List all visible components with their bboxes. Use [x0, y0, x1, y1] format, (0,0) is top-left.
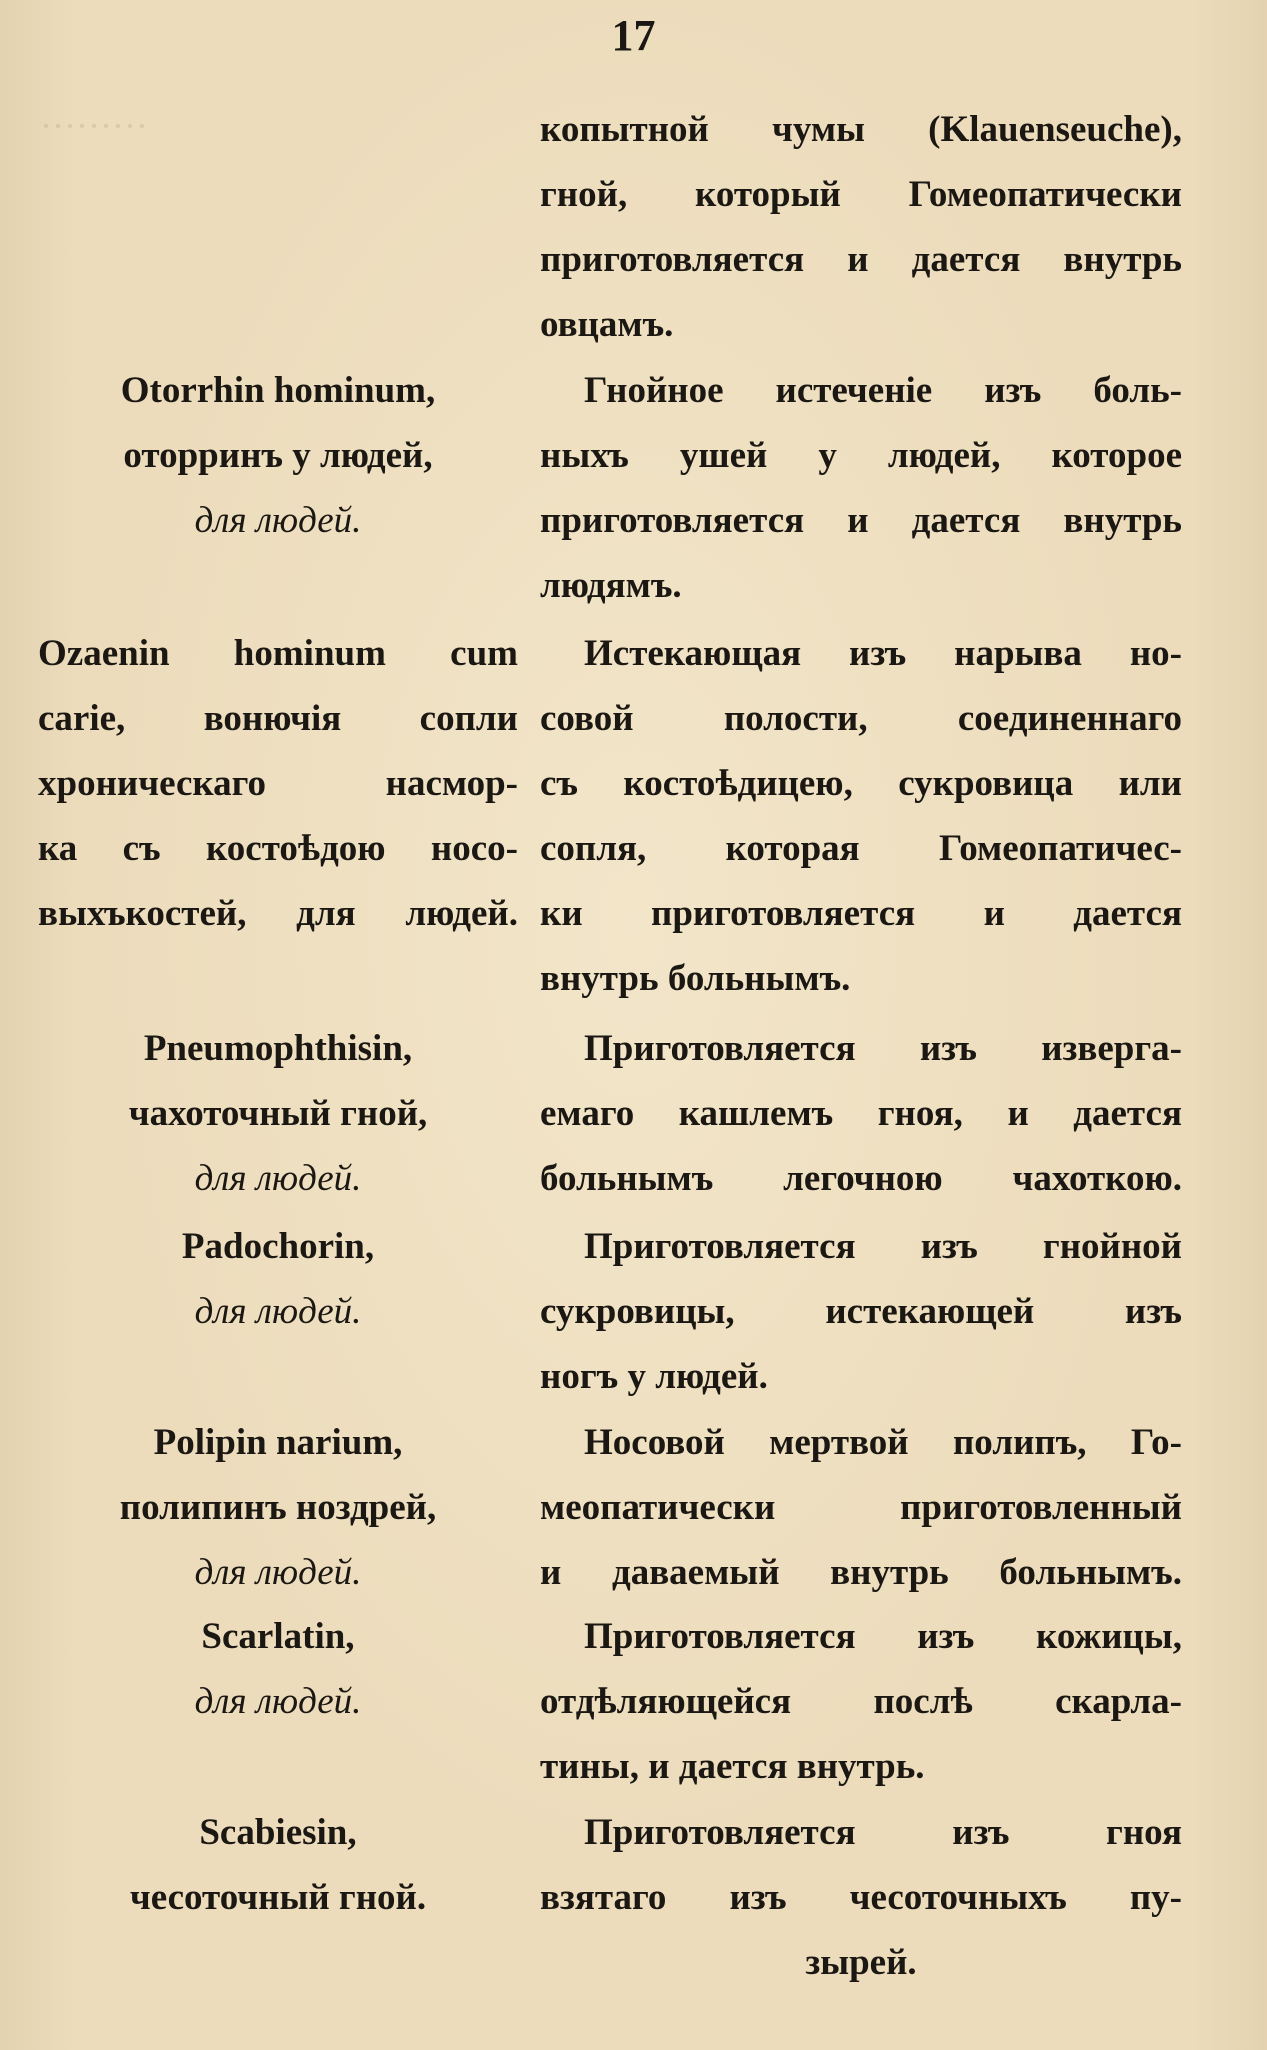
entry-description-scabiesin — [540, 1800, 1182, 1995]
description-line: тины, и дается внутрь. — [540, 1746, 925, 1787]
entry-name-latin: Padochorin, — [181, 1226, 375, 1267]
entry-name-use: для людей. — [194, 500, 362, 541]
entry-name-pneumophthisin — [38, 1016, 518, 1211]
description-line: Гнойное истеченіе изъ боль- — [584, 370, 1182, 411]
description-line: копытной чумы (Klauenseuche), — [540, 109, 1182, 150]
entry-name-russian: чахоточный гной, — [128, 1093, 428, 1134]
entry-name-scabiesin — [38, 1800, 518, 1930]
entry-name-russian: полипинъ ноздрей, — [119, 1487, 437, 1528]
page-number: 17 — [611, 11, 656, 60]
entry-name-use: для людей. — [194, 1291, 362, 1332]
entry-name-russian-cont: ка съ костоѣдою носо- — [38, 828, 518, 869]
description-line: меопатически приготовленный — [540, 1487, 1182, 1528]
description-line: Носовой мертвой полипъ, Го- — [584, 1422, 1182, 1463]
entry-description-pneumophthisin — [540, 1016, 1182, 1211]
entry-name-latin: Scarlatin, — [201, 1616, 355, 1657]
entry-description-polipin — [540, 1410, 1182, 1605]
description-line: приготовляется и дается внутрь — [540, 500, 1182, 541]
entry-description-otorrhin — [540, 358, 1182, 618]
entry-name-russian: хроническаго насмор- — [38, 763, 518, 804]
entry-name-latin: Scabiesin, — [199, 1812, 357, 1853]
description-line: овцамъ. — [540, 304, 674, 345]
description-line: ки приготовляется и дается — [540, 893, 1182, 934]
entry-name-use: для людей. — [194, 1158, 362, 1199]
entry-description-scarlatin — [540, 1604, 1182, 1799]
entry-name-scarlatin — [38, 1604, 518, 1734]
entry-name-latin: Ozaenin hominum cum — [38, 633, 518, 674]
bleed-through-text: ········· — [40, 106, 148, 146]
description-line: ногъ у людей. — [540, 1356, 768, 1397]
entry-name-latin: Pneumophthisin, — [143, 1028, 413, 1069]
entry-description-padochorin — [540, 1214, 1182, 1409]
entry-name-russian: чесоточный гной. — [129, 1877, 427, 1918]
description-line: гной, который Гомеопатически — [540, 174, 1182, 215]
description-line: взятаго изъ чесоточныхъ пу- — [540, 1877, 1182, 1918]
entry-description-continuation — [540, 97, 1182, 357]
description-line: сопля, которая Гомеопатичес- — [540, 828, 1182, 869]
description-line: приготовляется и дается внутрь — [540, 239, 1182, 280]
description-line: Приготовляется изъ гноя — [584, 1812, 1182, 1853]
description-line: отдѣляющейся послѣ скарла- — [540, 1681, 1182, 1722]
description-line: Приготовляется изъ гнойной — [584, 1226, 1182, 1267]
entry-name-use: для людей. — [194, 1681, 362, 1722]
description-line: ныхъ ушей у людей, которое — [540, 435, 1182, 476]
entry-name-latin: Polipin narium, — [153, 1422, 403, 1463]
description-line: внутрь больнымъ. — [540, 958, 851, 999]
entry-name-latin: Otorrhin hominum, — [120, 370, 436, 411]
description-line: больнымъ легочною чахоткою. — [540, 1158, 1182, 1199]
description-line: сукровицы, истекающей изъ — [540, 1291, 1182, 1332]
description-line: людямъ. — [540, 565, 682, 606]
entry-name-padochorin — [38, 1214, 518, 1344]
entry-name-polipin — [38, 1410, 518, 1605]
description-line: Истекающая изъ нарыва но- — [584, 633, 1182, 674]
description-line: емаго кашлемъ гноя, и дается — [540, 1093, 1182, 1134]
description-line: Приготовляется изъ изверга- — [584, 1028, 1182, 1069]
entry-name-ozaenin — [38, 621, 518, 946]
entry-name-use: для людей. — [194, 1552, 362, 1593]
description-line: зырей. — [805, 1942, 917, 1983]
entry-description-ozaenin — [540, 621, 1182, 1011]
description-line: съ костоѣдицею, сукровица или — [540, 763, 1182, 804]
entry-name-russian-end: выхъкостей, для людей. — [38, 893, 518, 934]
description-line: и даваемый внутрь больнымъ. — [540, 1552, 1182, 1593]
entry-name-russian: оторринъ у людей, — [123, 435, 433, 476]
description-line: Приготовляется изъ кожицы, — [584, 1616, 1182, 1657]
description-line: совой полости, соединеннаго — [540, 698, 1182, 739]
entry-name-latin-cont: carie, вонючія сопли — [38, 698, 518, 739]
entry-name-otorrhin — [38, 358, 518, 553]
